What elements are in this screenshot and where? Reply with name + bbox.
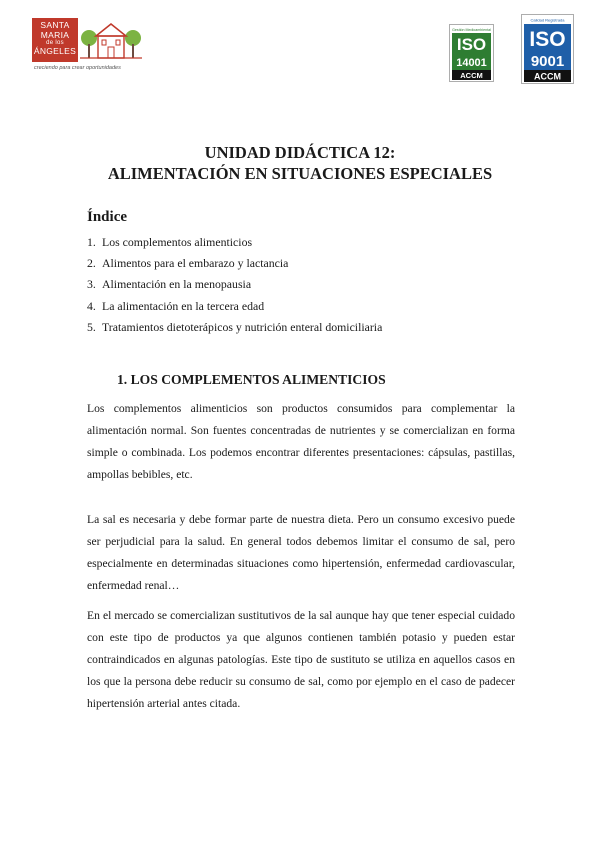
section-heading: 1. LOS COMPLEMENTOS ALIMENTICIOS <box>117 372 386 387</box>
index-item <box>87 232 382 253</box>
index-item <box>87 253 382 274</box>
page-title <box>0 142 600 184</box>
index-item-number: 1. <box>87 235 96 249</box>
svg-text:ACCM: ACCM <box>460 71 483 80</box>
index-item-label: Los complementos alimenticios <box>102 235 253 249</box>
index-item-label: Alimentos para el embarazo y lactancia <box>102 256 289 271</box>
index-item-number: 3. <box>87 277 96 292</box>
paragraph: En el mercado se comercializan sustitutivos de la sal aunque hay que tener especial cuidado con este tipo de productos ya que algunos contienen también potasio y pueden estar contraindicados en algunas patologías. Este tipo de sustituto se utiliza en aquellos casos en los que la persona debe reducir su consumo de sal, como por ejemplo en el caso de padecer hipertensión arterial antes citada. <box>87 609 515 710</box>
title-line-1: UNIDAD DIDÁCTICA 12: <box>204 143 396 162</box>
index-item-number: 4. <box>87 298 96 313</box>
svg-text:ISO: ISO <box>456 35 487 54</box>
title-line-2: ALIMENTACIÓN EN SITUACIONES ESPECIALES <box>107 164 493 183</box>
building-drawing-icon <box>80 18 142 62</box>
index-list <box>87 232 382 338</box>
svg-text:Calidad Registrada: Calidad Registrada <box>530 17 565 23</box>
svg-text:14001: 14001 <box>456 57 487 69</box>
paragraph: Los complementos alimenticios son productos consumidos para complementar la alimentación normal. Son fuentes concentradas de nutrientes y se comercializan en forma simple o combinada. Los podemos encontrar diferentes presentaciones: cápsulas, pastillas, ampollas bebibles, etc. <box>87 402 515 481</box>
school-logo <box>32 18 140 76</box>
iso-14001-badge-icon <box>449 24 494 82</box>
school-logo-box: SANTA MARIA de los ÁNGELES <box>32 18 78 62</box>
page-header <box>0 0 600 100</box>
index-item-label: La alimentación en la tercera edad <box>102 298 265 313</box>
svg-text:9001: 9001 <box>530 53 565 70</box>
svg-text:ISO: ISO <box>529 28 566 51</box>
index-heading: Índice <box>87 209 128 225</box>
index-item-number: 5. <box>87 319 96 334</box>
svg-text:Gestión Medioambiental: Gestión Medioambiental <box>452 28 491 32</box>
index-item-number: 2. <box>87 256 96 271</box>
paragraph: La sal es necesaria y debe formar parte de nuestra dieta. Pero un consumo excesivo puede ser perjudicial para la salud. En general todos debemos limitar el consumo de sal, pero especialmente en determinadas situaciones como hipertensión, enfermedad cardiovascular, enfermedad renal… <box>87 513 515 592</box>
index-item-label: Tratamientos dietoterápicos y nutrición enteral domiciliaria <box>102 319 383 334</box>
index-item <box>87 317 382 338</box>
index-item <box>87 274 382 295</box>
index-item-label: Alimentación en la menopausia <box>102 277 252 292</box>
iso-9001-badge-icon <box>521 14 574 84</box>
svg-text:ACCM: ACCM <box>534 71 561 82</box>
index-item <box>87 296 382 317</box>
school-tagline: creciendo para crear oportunidades <box>34 65 121 71</box>
